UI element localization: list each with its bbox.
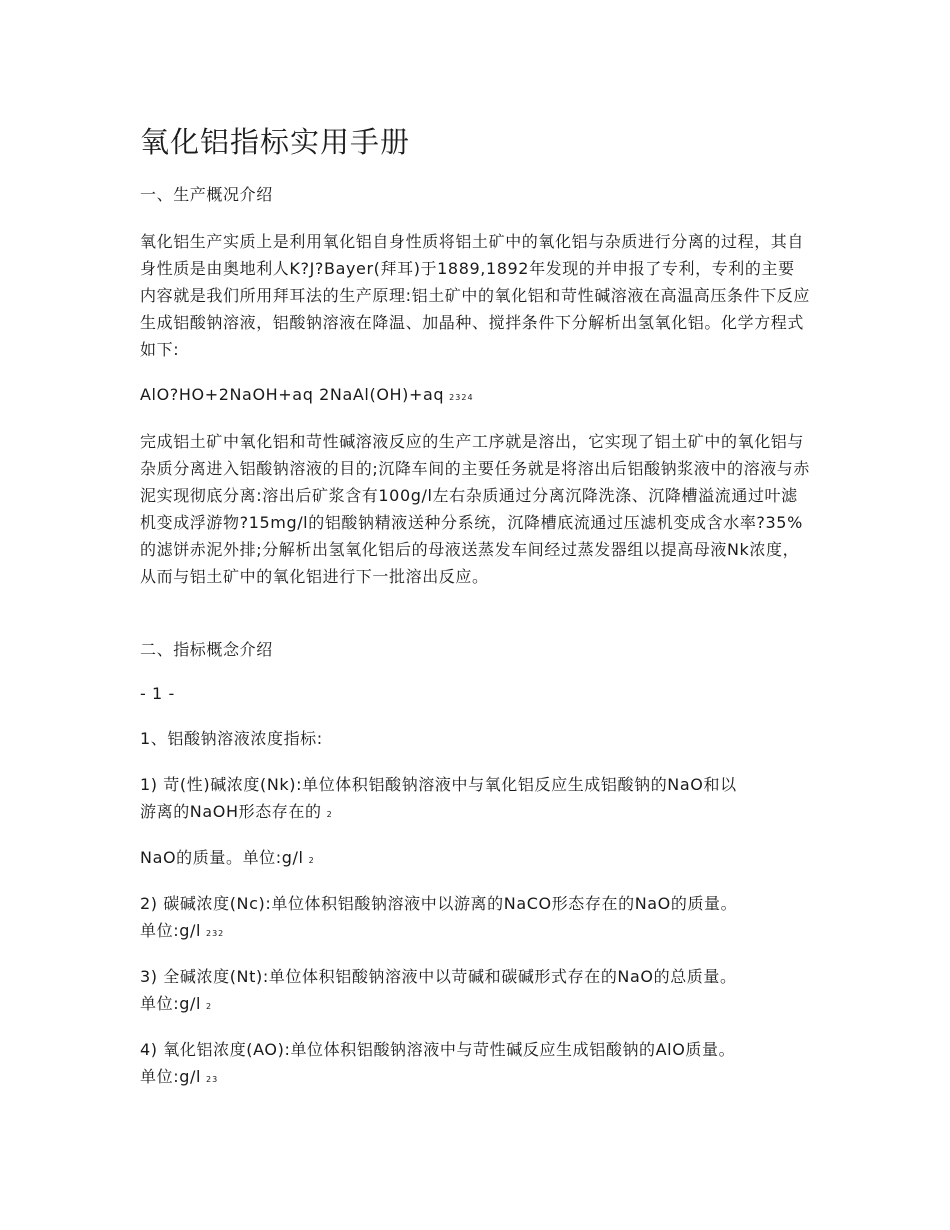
item3-line2 [140,990,810,1020]
item1-line1: 1) 苛(性)碱浓度(Nk):单位体积铝酸钠溶液中与氧化铝反应生成铝酸钠的NaO和以 [140,775,737,794]
item3-line1: 3) 全碱浓度(Nt):单位体积铝酸钠溶液中以苛碱和碳碱形式存在的NaO的总质量。 [140,967,737,986]
item4-line1: 4) 氧化铝浓度(AO):单位体积铝酸钠溶液中与苛性碱反应生成铝酸钠的AlO质量。 [140,1040,736,1059]
equation-subscripts: 2324 [449,393,474,402]
item-heading-concentration: 1、铝酸钠溶液浓度指标: [140,729,323,748]
item2-line2-text: 单位:g/l [140,921,201,940]
document-title: 氧化铝指标实用手册 [140,125,411,159]
paragraph-production-overview: 氧化铝生产实质上是利用氧化铝自身性质将铝土矿中的氧化铝与杂质进行分离的过程，其自身性质是由奥地利人K?J?Bayer(拜耳)于1889,1892年发现的并申报了专利，专利的主要内容就是我们所用拜耳法的生产原理:铝土矿中的氧化铝和苛性碱溶液在高温高压条件下反应生成铝酸钠溶液，铝酸钠溶液在降温、加晶种、搅拌条件下分解析出氢氧化铝。化学方程式如下: [140,232,810,359]
equation-text: AlO?HO+2NaOH+aq 2NaAl(OH)+aq [140,385,445,404]
item1-line3 [140,844,810,874]
paragraph-process-description: 完成铝土矿中氧化铝和苛性碱溶液反应的生产工序就是溶出，它实现了铝土矿中的氧化铝与杂质分离进入铝酸钠溶液的目的;沉降车间的主要任务就是将溶出后铝酸钠浆液中的溶液与赤泥实现彻底分离:溶出后矿浆含有100g/l左右杂质通过分离沉降洗涤、沉降槽溢流通过叶滤机变成浮游物?15mg/l的铝酸钠精液送种分系统，沉降槽底流通过压滤机变成含水率?35%的滤饼赤泥外排;分解析出氢氧化铝后的母液送蒸发车间经过蒸发器组以提高母液Nk浓度，从而与铝土矿中的氧化铝进行下一批溶出反应。 [140,432,810,586]
item1-line2 [140,798,810,828]
page-number: - 1 - [140,684,175,703]
item2-line2-subscript: 232 [205,929,225,938]
item3-line2-subscript: 2 [205,1002,213,1011]
item4-line2-subscript: 23 [205,1075,219,1084]
item1-line2-text: 游离的NaOH形态存在的 [140,802,322,821]
item4-line2-text: 单位:g/l [140,1067,201,1086]
item1-line2-subscript: 2 [326,810,333,819]
section-heading-1: 一、生产概况介绍 [140,185,273,204]
item1-line3-text: NaO的质量。单位:g/l [140,848,304,867]
item2-line1: 2) 碳碱浓度(Nc):单位体积铝酸钠溶液中以游离的NaCO形态存在的NaO的质量。 [140,894,738,913]
section-heading-2: 二、指标概念介绍 [140,640,273,659]
item3-line2-text: 单位:g/l [140,994,201,1013]
item4-line2 [140,1063,810,1093]
chemical-equation [140,381,810,411]
item2-line2 [140,917,810,947]
item1-line3-subscript: 2 [308,856,315,865]
